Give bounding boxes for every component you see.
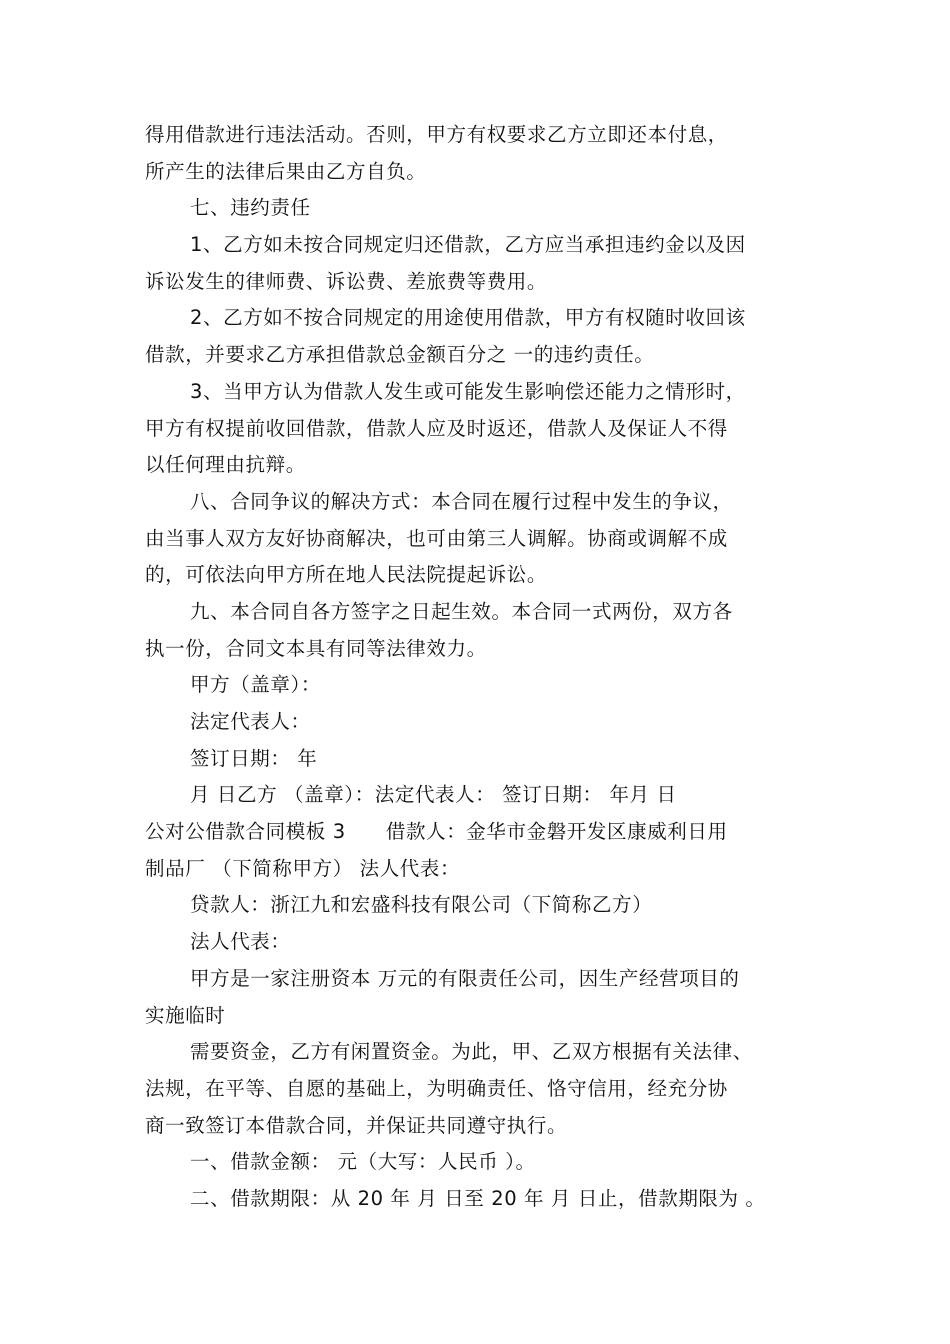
text-line: 甲方有权提前收回借款，借款人应及时返还，借款人及保证人不得 [145, 416, 728, 440]
text-line: 诉讼发生的律师费、诉讼费、差旅费等费用。 [145, 269, 548, 293]
text-line: 甲方是一家注册资本 万元的有限责任公司，因生产经营项目的 [190, 966, 740, 990]
text-line: 商一致签订本借款合同，并保证共同遵守执行。 [145, 1113, 568, 1137]
signature-line: 法定代表人： [190, 710, 311, 733]
text-line: 九、本合同自各方签字之日起生效。本合同一式两份，双方各 [190, 599, 733, 623]
text-line: 八、合同争议的解决方式：本合同在履行过程中发生的争议， [190, 489, 733, 513]
template-title-line: 公对公借款合同模板 3 借款人：金华市金磐开发区康威利日用 [145, 820, 728, 844]
text-line: 借款，并要求乙方承担借款总金额百分之 一的违约责任。 [145, 343, 655, 367]
text-line: 制品厂 （下简称甲方） 法人代表： [145, 856, 461, 880]
text-line: 3、当甲方认为借款人发生或可能发生影响偿还能力之情形时， [190, 379, 746, 403]
section-heading: 七、违约责任 [190, 196, 311, 220]
document-body [145, 117, 810, 1218]
signature-line: 签订日期： 年 [190, 746, 318, 770]
text-line: 以任何理由抗辩。 [145, 453, 306, 477]
text-line: 法规，在平等、自愿的基础上，为明确责任、恪守信用，经充分协 [145, 1076, 728, 1100]
text-line: 1、乙方如未按合同规定归还借款，乙方应当承担违约金以及因 [190, 233, 746, 257]
text-line: 需要资金，乙方有闲置资金。为此，甲、乙双方根据有关法律、 [190, 1040, 753, 1064]
signature-line: 月 日乙方 （盖章）：法定代表人： 签订日期： 年月 日 [190, 783, 677, 807]
text-line: 法人代表： [190, 930, 291, 954]
text-line: 2、乙方如不按合同规定的用途使用借款，甲方有权随时收回该 [190, 306, 746, 330]
text-line: 由当事人双方友好协商解决，也可由第三人调解。协商或调解不成 [145, 526, 728, 550]
text-line: 所产生的法律后果由乙方自负。 [145, 159, 427, 183]
text-line: 一、借款金额： 元（大写：人民币 ）。 [190, 1150, 536, 1174]
text-line: 贷款人：浙江九和宏盛科技有限公司（下简称乙方） [190, 893, 653, 917]
signature-line: 甲方（盖章）： [190, 673, 321, 697]
text-line: 执一份，合同文本具有同等法律效力。 [145, 636, 487, 660]
text-line: 实施临时 [145, 1003, 226, 1027]
text-line: 的，可依法向甲方所在地人民法院提起诉讼。 [145, 563, 548, 587]
text-line: 二、借款期限：从 20 年 月 日至 20 年 月 日止，借款期限为 。 [190, 1186, 766, 1210]
text-line: 得用借款进行违法活动。否则，甲方有权要求乙方立即还本付息， [145, 123, 728, 146]
